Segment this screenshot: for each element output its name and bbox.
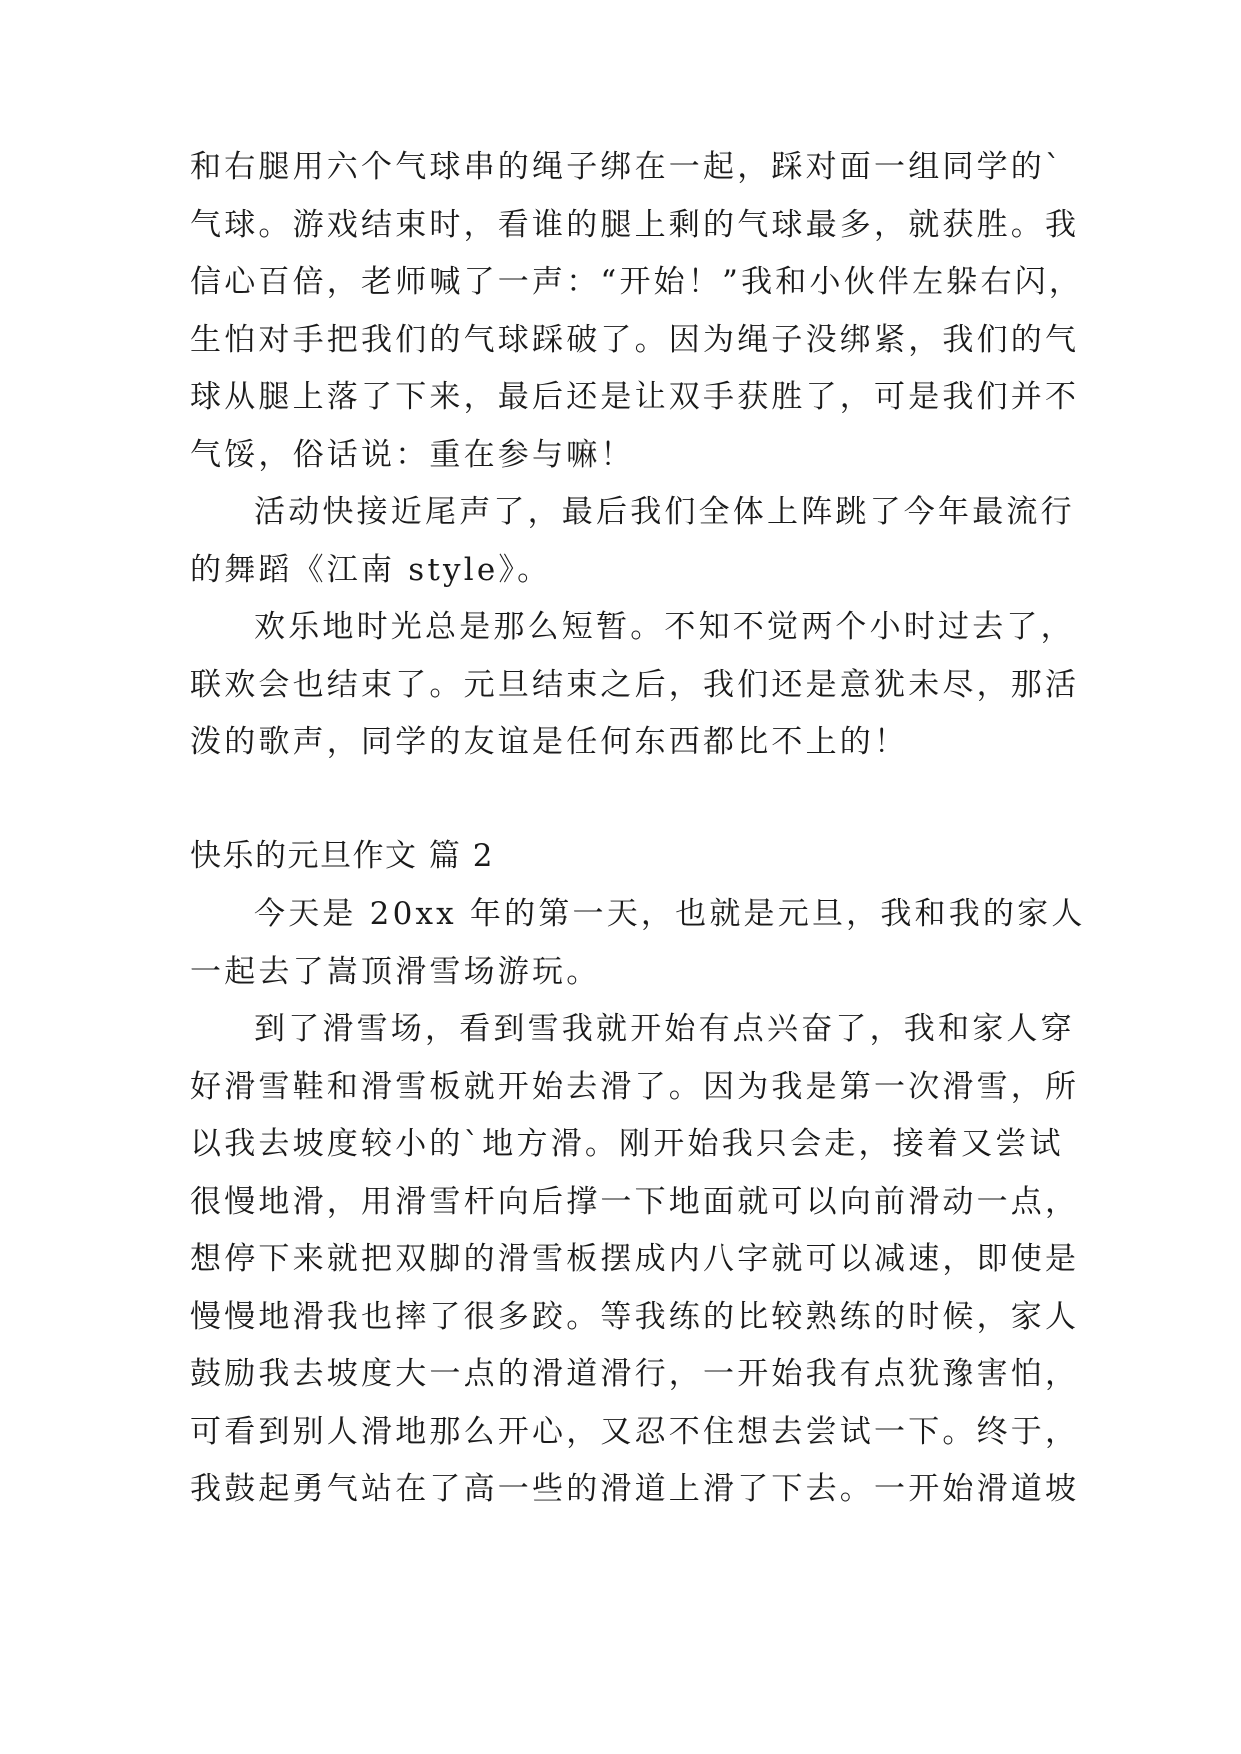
paragraph-line: 的舞蹈《江南 style》。 bbox=[190, 552, 552, 588]
paragraph-line: 我鼓起勇气站在了高一些的滑道上滑了下去。一开始滑道坡 bbox=[190, 1471, 1080, 1507]
paragraph-line: 信心百倍，老师喊了一声：“开始！”我和小伙伴左躲右闪， bbox=[190, 264, 1084, 300]
paragraph-line: 可看到别人滑地那么开心，又忍不住想去尝试一下。终于， bbox=[190, 1414, 1080, 1450]
paragraph-line: 想停下来就把双脚的滑雪板摆成内八字就可以减速，即使是 bbox=[190, 1241, 1080, 1277]
paragraph-line: 很慢地滑，用滑雪杆向后撑一下地面就可以向前滑动一点， bbox=[190, 1184, 1080, 1220]
paragraph-line: 生怕对手把我们的气球踩破了。因为绳子没绑紧，我们的气 bbox=[190, 322, 1080, 358]
paragraph-line: 气球。游戏结束时，看谁的腿上剩的气球最多，就获胜。我 bbox=[190, 207, 1080, 243]
paragraph-line: 泼的歌声，同学的友谊是任何东西都比不上的！ bbox=[190, 724, 909, 760]
paragraph-line: 慢慢地滑我也摔了很多跤。等我练的比较熟练的时候，家人 bbox=[190, 1299, 1080, 1335]
paragraph-line: 今天是 20xx 年的第一天，也就是元旦，我和我的家人 bbox=[254, 896, 1086, 932]
paragraph-line: 活动快接近尾声了，最后我们全体上阵跳了今年最流行 bbox=[254, 494, 1075, 530]
paragraph-line: 一起去了嵩顶滑雪场游玩。 bbox=[190, 954, 601, 990]
paragraph-line: 欢乐地时光总是那么短暂。不知不觉两个小时过去了， bbox=[254, 609, 1075, 645]
paragraph-line: 和右腿用六个气球串的绳子绑在一起，踩对面一组同学的` bbox=[190, 149, 1064, 185]
paragraph-line: 联欢会也结束了。元旦结束之后，我们还是意犹未尽，那活 bbox=[190, 667, 1080, 703]
paragraph-line: 鼓励我去坡度大一点的滑道滑行，一开始我有点犹豫害怕， bbox=[190, 1356, 1080, 1392]
paragraph-line: 好滑雪鞋和滑雪板就开始去滑了。因为我是第一次滑雪，所 bbox=[190, 1069, 1080, 1105]
paragraph-line: 球从腿上落了下来，最后还是让双手获胜了，可是我们并不 bbox=[190, 379, 1080, 415]
paragraph-line: 以我去坡度较小的`地方滑。刚开始我只会走，接着又尝试 bbox=[190, 1126, 1064, 1162]
section-heading: 快乐的元旦作文 篇 2 bbox=[190, 838, 494, 874]
paragraph-line: 到了滑雪场，看到雪我就开始有点兴奋了，我和家人穿 bbox=[254, 1011, 1075, 1047]
paragraph-line: 气馁，俗话说：重在参与嘛！ bbox=[190, 437, 635, 473]
